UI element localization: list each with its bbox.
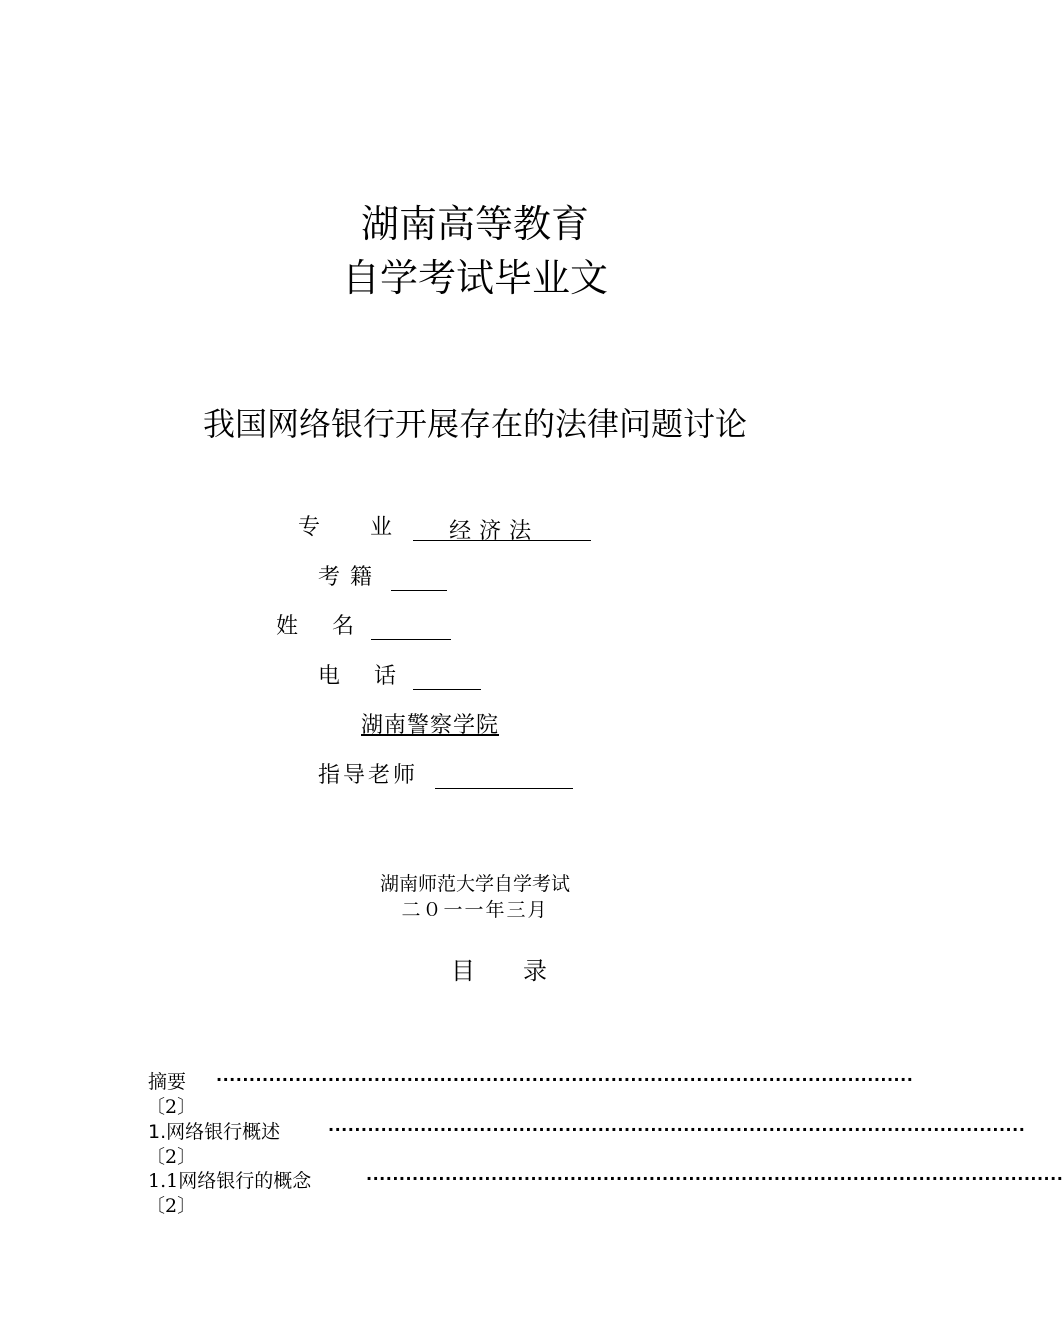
- advisor-label: 指导老师: [318, 763, 419, 788]
- toc-leader-dots: ··········································································································: [328, 1120, 1026, 1139]
- toc-title: 目录: [451, 957, 595, 985]
- issuer: 湖南师范大学自学考试: [379, 873, 570, 895]
- name-label: 姓 名: [276, 614, 361, 639]
- phone-label: 电 话: [318, 664, 403, 689]
- title-line-2: 自学考试毕业文: [341, 256, 608, 300]
- toc-entry-page: 〔2〕: [146, 1195, 197, 1217]
- toc-leader-dots: ··········································································································: [216, 1070, 914, 1089]
- toc-entry-label: 1.网络银行概述: [148, 1121, 281, 1143]
- thesis-title: 我国网络银行开展存在的法律问题讨论: [202, 405, 747, 443]
- toc-entry-page: 〔2〕: [146, 1096, 197, 1118]
- school-name: 湖南警察学院: [361, 713, 500, 738]
- phone-field: [318, 659, 481, 690]
- title-line-1: 湖南高等教育: [360, 202, 589, 246]
- major-value-line: [413, 516, 591, 544]
- advisor-field: [318, 758, 573, 789]
- toc-entry-page: 〔2〕: [146, 1146, 197, 1168]
- issue-date: 二０一一年三月: [401, 899, 549, 921]
- name-field: [276, 609, 451, 640]
- toc-leader-dots: ··········································································································: [366, 1169, 1063, 1188]
- name-blank: [371, 615, 451, 640]
- major-label: 专 业: [298, 515, 407, 540]
- major-value: 经济法: [449, 519, 540, 544]
- school-field: [361, 708, 499, 739]
- origin-label: 考籍: [318, 565, 383, 590]
- toc-entry-label: 摘要: [148, 1071, 187, 1093]
- origin-field: [318, 560, 447, 591]
- toc-entry-label: 1.1网络银行的概念: [148, 1170, 312, 1192]
- phone-blank: [413, 665, 481, 690]
- advisor-blank: [435, 764, 573, 789]
- origin-blank: [391, 566, 447, 591]
- major-field: [298, 510, 591, 544]
